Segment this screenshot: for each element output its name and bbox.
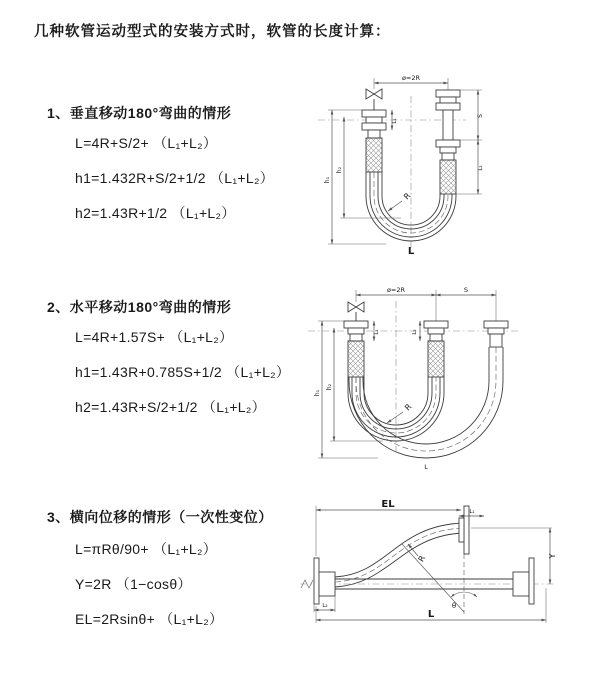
diagram-horizontal-180-bend (308, 281, 543, 473)
length-label: L (407, 246, 415, 256)
radius-label: R (416, 554, 428, 564)
diagram-lateral-displacement (298, 498, 560, 633)
valve-icon (348, 302, 364, 321)
dim-label-el: EL (381, 499, 395, 510)
braided-hose-section (366, 138, 382, 172)
section-1-heading: 1、垂直移动180°弯曲的情形 (47, 105, 232, 121)
page-title: 几种软管运动型式的安装方式时，软管的长度计算： (34, 24, 391, 40)
length-label: L (427, 609, 435, 620)
formula-length: L=4R+S/2+ （L₁+L₂） (75, 135, 218, 151)
left-flange (314, 558, 335, 604)
formula-el: EL=2Rsinθ+ （L₁+L₂） (75, 611, 224, 627)
valve-icon (366, 89, 382, 110)
top-flange (459, 506, 469, 554)
dim-label-h2: h₂ (326, 383, 333, 391)
dim-label-h2: h₂ (336, 166, 343, 174)
formula-y: Y=2R （1−cosθ） (75, 576, 192, 592)
right-fitting (484, 321, 508, 347)
radius-label: R (402, 191, 413, 202)
dim-label-y: Y (548, 553, 557, 559)
dim-label-diameter: ø=2R (401, 74, 421, 82)
right-flange (513, 558, 534, 604)
s-curve-hose (335, 523, 464, 587)
middle-fitting (424, 321, 448, 377)
angle-label: θ (451, 602, 457, 610)
angle-arc-right (464, 592, 477, 597)
dim-label-s: S (463, 286, 469, 294)
dim-label-l1: L₁ (374, 329, 380, 335)
formula-length: L=πRθ/90+ （L₁+L₂） (75, 541, 218, 557)
dim-label-h1: h₁ (324, 176, 331, 184)
section-2-formulas (75, 328, 290, 433)
radius-label: R (403, 402, 414, 413)
dim-label-l2: L₂ (322, 603, 328, 609)
formula-length: L=4R+1.57S+ （L₁+L₂） (75, 329, 234, 345)
dim-label-s: S (477, 114, 484, 118)
dim-label-l1: L₁ (469, 509, 475, 515)
angle-arc-left (451, 592, 464, 597)
dim-label-l2: L₂ (478, 165, 484, 171)
left-fitting (344, 321, 368, 377)
section-3-formulas (75, 540, 223, 645)
dim-label-h1: h₁ (314, 389, 321, 397)
right-fitting (436, 90, 460, 194)
formula-h2: h2=1.43R+1/2 （L₁+L₂） (75, 205, 236, 221)
formula-h2: h2=1.43R+S/2+1/2 （L₁+L₂） (75, 399, 266, 415)
diagram-vertical-180-bend (316, 68, 531, 256)
dim-label-l1: L₁ (392, 118, 398, 124)
dim-label-l2: L₂ (412, 329, 418, 335)
section-2-heading: 2、水平移动180°弯曲的情形 (47, 299, 232, 315)
u-hose-position-2 (349, 347, 503, 458)
dim-label-diameter: ø=2R (386, 286, 406, 294)
section-3-heading: 3、横向位移的情形（一次性变位） (47, 509, 273, 525)
length-label: L (424, 463, 428, 471)
braided-hose-section (440, 160, 456, 194)
break-symbol (301, 580, 313, 588)
formula-h1: h1=1.432R+S/2+1/2 （L₁+L₂） (75, 170, 275, 186)
left-fitting (362, 110, 386, 172)
section-1-formulas (75, 134, 274, 239)
formula-h1: h1=1.43R+0.785S+1/2 （L₁+L₂） (75, 364, 291, 380)
